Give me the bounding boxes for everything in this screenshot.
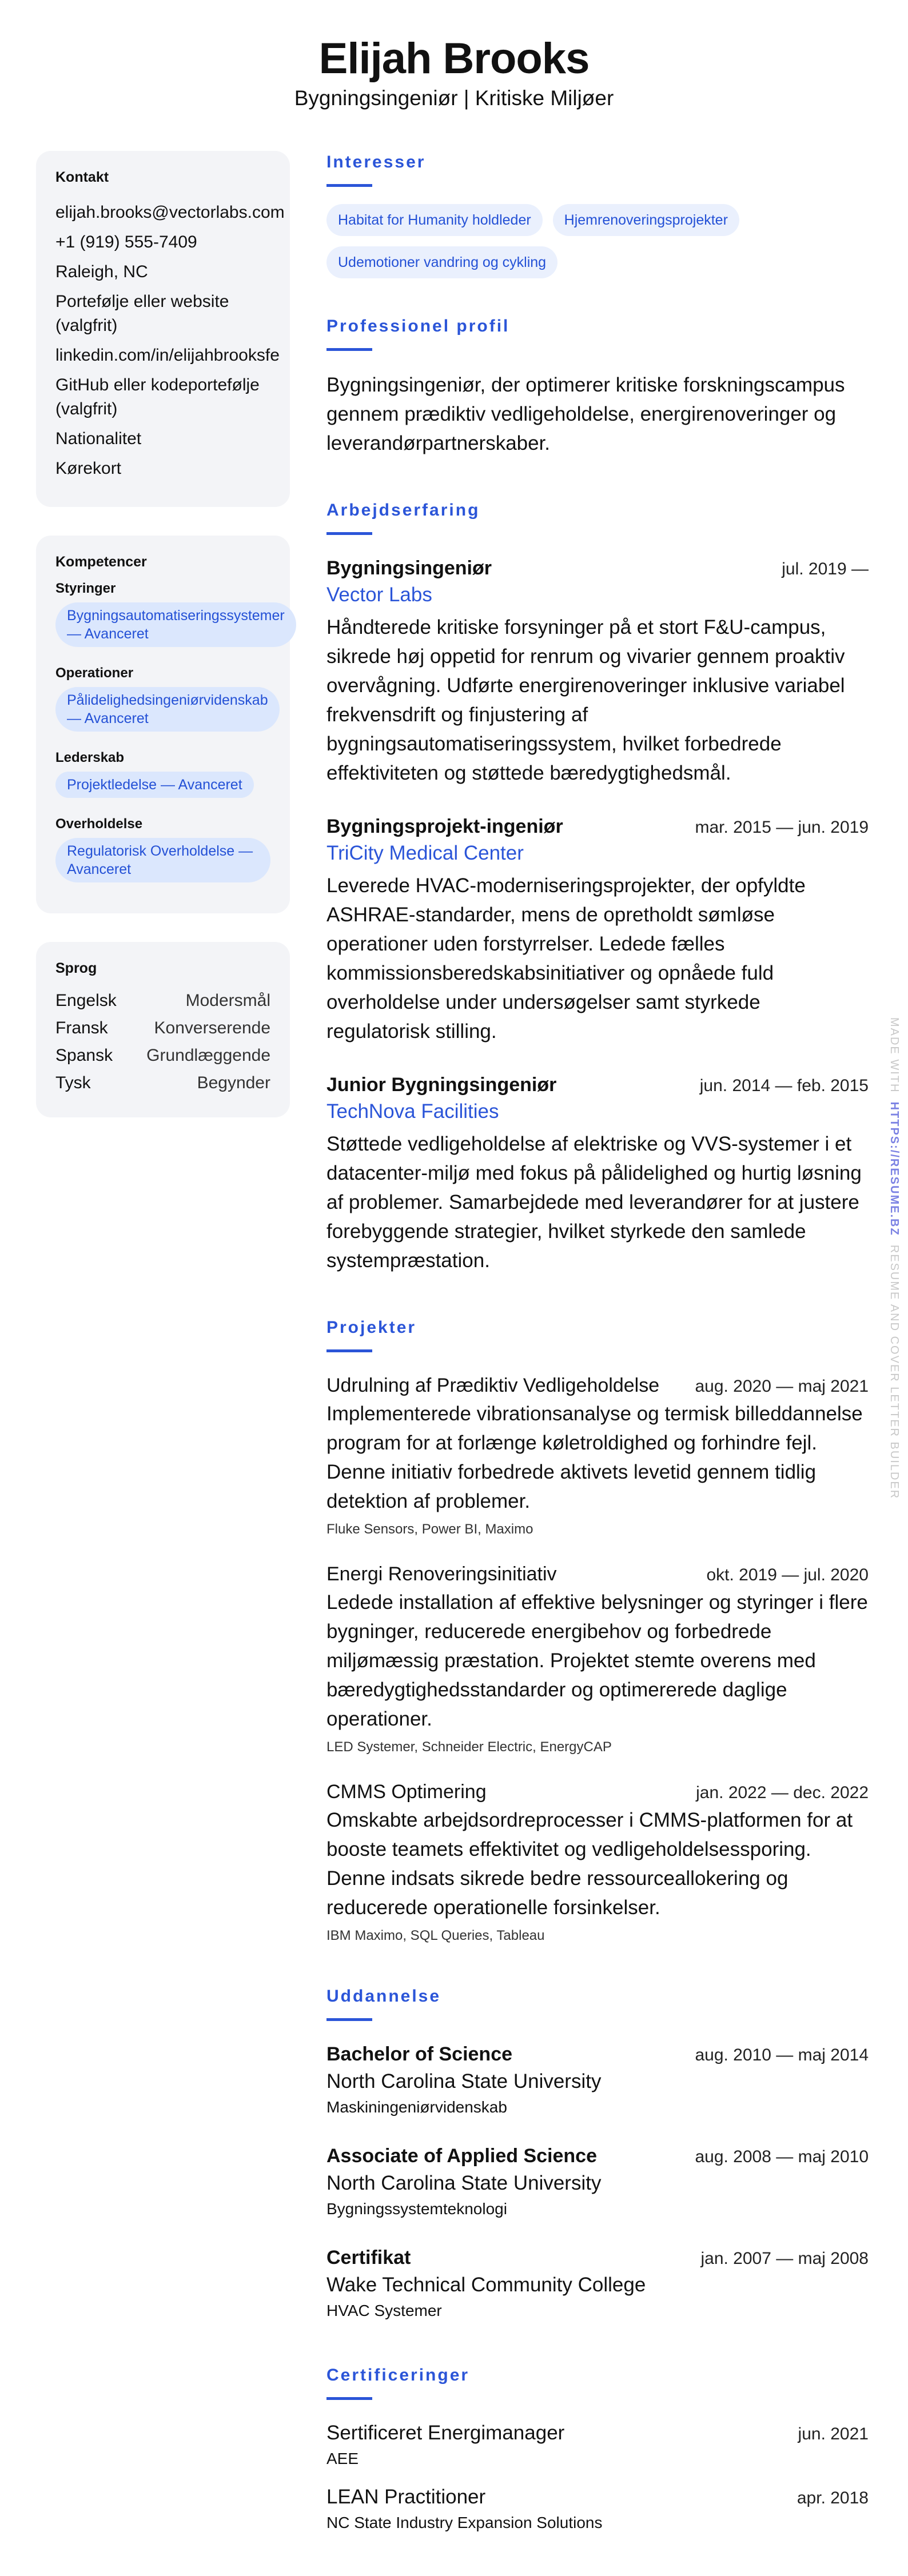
experience-entry xyxy=(326,554,869,788)
language-name: Spansk xyxy=(55,1046,113,1065)
company-name: TriCity Medical Center xyxy=(326,842,524,864)
experience-entry xyxy=(326,813,869,1046)
main-content xyxy=(326,151,869,2576)
project-tech: IBM Maximo, SQL Queries, Tableau xyxy=(326,1928,545,1943)
school-name: Wake Technical Community College xyxy=(326,2274,646,2296)
interest-chip: Habitat for Humanity holdleder xyxy=(326,204,543,236)
entry-title: Energi Renoveringsinitiativ xyxy=(326,1563,557,1585)
field-of-study: Bygningssystemteknologi xyxy=(326,2200,507,2218)
skills-card xyxy=(36,536,290,913)
project-description: Ledede installation af effektive belysninger og styringer i flere bygninger, reducerede energibehov og forbedrede miljømæssig præstation. Projektet stemte overens med bæredygtighedsstandarder og optimererede daglige operationer. xyxy=(326,1591,868,1730)
watermark-prefix: MADE WITH xyxy=(888,1017,901,1093)
language-level: Begynder xyxy=(197,1073,270,1092)
projects-section xyxy=(326,1316,869,1944)
section-heading: Certificeringer xyxy=(326,2366,470,2385)
language-name: Engelsk xyxy=(55,991,117,1010)
school-name: North Carolina State University xyxy=(326,2070,602,2092)
certification-issuer: NC State Industry Expansion Solutions xyxy=(326,2514,603,2531)
contact-item[interactable]: linkedin.com/in/elijahbrooksfe xyxy=(55,346,280,365)
entry-header xyxy=(326,1071,869,1099)
language-row xyxy=(55,1069,270,1097)
project-description: Omskabte arbejdsordreprocesser i CMMS-platformen for at booste teamets effektivitet og vedligeholdelsessporing. Denne indsats sikrede bedre ressourceallokering og reducerede operationelle forsinkelser. xyxy=(326,1809,853,1919)
skill-group-title: Lederskab xyxy=(55,750,125,765)
job-description: Håndterede kritiske forsyninger på et stort F&U-campus, sikrede høj oppetid for renrum og vivarier gennem proaktiv overvågning. Udførte energirenoveringer inklusive variabel frekvensdrift og finjustering af bygningsautomatiseringssystem, hvilket forbedrede effektiviteten og støttede bæredygtighedsmål. xyxy=(326,616,845,784)
experience-entry xyxy=(326,1071,869,1275)
entry-date: jun. 2021 xyxy=(798,2425,869,2443)
entry-date: aug. 2020 — maj 2021 xyxy=(695,1377,869,1396)
entry-header xyxy=(326,1778,869,1806)
profile-section xyxy=(326,315,869,458)
education-entry xyxy=(326,2142,869,2221)
job-description: Leverede HVAC-moderniseringsprojekter, der opfyldte ASHRAE-standarder, mens de opretholdt sømløse operationer uden forstyrrelser. Ledede fælles kommissionsberedskabsinitiativer og opnåede fuld overholdelse under undersøgelser samt styrkede regulatorisk stilling. xyxy=(326,874,806,1043)
project-entry xyxy=(326,1372,869,1537)
contact-item: Kørekort xyxy=(55,459,122,478)
section-underline xyxy=(326,2397,372,2400)
skill-group-title: Styringer xyxy=(55,581,116,596)
entry-title: Bachelor of Science xyxy=(326,2043,513,2065)
school-name: North Carolina State University xyxy=(326,2172,602,2194)
language-name: Tysk xyxy=(55,1073,91,1092)
section-underline xyxy=(326,1349,372,1352)
entry-header xyxy=(326,1372,869,1399)
profile-text: Bygningsingeniør, der optimerer kritiske forskningscampus gennem prædiktiv vedligeholdelse, energirenoveringer og leverandørpartnerskaber. xyxy=(326,374,845,454)
entry-title: CMMS Optimering xyxy=(326,1781,487,1803)
entry-header xyxy=(326,2244,869,2271)
contact-item: GitHub eller kodeportefølje (valgfrit) xyxy=(55,376,260,418)
contact-item: Raleigh, NC xyxy=(55,262,148,281)
section-underline xyxy=(326,348,372,351)
entry-header xyxy=(326,2142,869,2170)
section-underline xyxy=(326,184,372,187)
language-row xyxy=(55,1042,270,1069)
candidate-name: Elijah Brooks xyxy=(318,34,590,83)
section-heading: Arbejdserfaring xyxy=(326,501,480,520)
contact-title: Kontakt xyxy=(55,169,109,185)
entry-header xyxy=(326,1560,869,1588)
entry-title: Udrulning af Prædiktiv Vedligeholdelse xyxy=(326,1375,660,1396)
entry-date: aug. 2010 — maj 2014 xyxy=(695,2046,869,2064)
company-name: TechNova Facilities xyxy=(326,1100,499,1123)
section-underline xyxy=(326,532,372,535)
skill-chip: Pålidelighedsingeniørvidenskab — Avanceret xyxy=(55,687,280,732)
sidebar xyxy=(36,151,290,2576)
job-description: Støttede vedligeholdelse af elektriske og VVS-systemer i et datacenter-miljø med fokus på pålidelighed og hurtig løsning af problemer. Samarbejdede med leverandører for at justere forebyggende strategier, hvilket styrkede den samlede systempræstation. xyxy=(326,1133,862,1272)
skill-group-title: Operationer xyxy=(55,665,134,681)
watermark-suffix: RESUME AND COVER LETTER BUILDER xyxy=(888,1244,901,1500)
section-heading: Interesser xyxy=(326,153,426,171)
section-heading: Uddannelse xyxy=(326,1987,441,2006)
project-tech: LED Systemer, Schneider Electric, EnergyCAP xyxy=(326,1739,612,1755)
languages-title: Sprog xyxy=(55,960,97,976)
project-entry xyxy=(326,1560,869,1755)
language-level: Modersmål xyxy=(185,991,270,1010)
resume-header xyxy=(0,0,908,112)
candidate-title: Bygningsingeniør | Kritiske Miljøer xyxy=(294,86,614,110)
contact-item: +1 (919) 555-7409 xyxy=(55,233,197,251)
skill-chip: Bygningsautomatiseringssystemer — Avanceret xyxy=(55,602,296,647)
entry-date: mar. 2015 — jun. 2019 xyxy=(695,818,869,837)
entry-date: aug. 2008 — maj 2010 xyxy=(695,2147,869,2166)
watermark-link[interactable]: HTTPS://RESUME.BZ xyxy=(888,1101,901,1236)
languages-card xyxy=(36,942,290,1117)
entry-title: LEAN Practitioner xyxy=(326,2486,486,2508)
entry-title: Bygningsprojekt-ingeniør xyxy=(326,816,563,837)
field-of-study: Maskiningeniørvidenskab xyxy=(326,2098,507,2116)
entry-title: Junior Bygningsingeniør xyxy=(326,1074,557,1096)
language-row xyxy=(55,987,270,1015)
certification-issuer: AEE xyxy=(326,2450,359,2467)
entry-header xyxy=(326,554,869,582)
entry-date: jan. 2022 — dec. 2022 xyxy=(696,1783,869,1802)
language-level: Grundlæggende xyxy=(146,1046,270,1065)
entry-header xyxy=(326,2419,869,2447)
entry-date: jun. 2014 — feb. 2015 xyxy=(699,1076,869,1095)
entry-header xyxy=(326,813,869,840)
entry-header xyxy=(326,2040,869,2068)
education-entry xyxy=(326,2040,869,2119)
skill-chip: Projektledelse — Avanceret xyxy=(55,772,254,798)
certifications-section xyxy=(326,2364,869,2535)
entry-date: okt. 2019 — jul. 2020 xyxy=(706,1565,869,1584)
project-entry xyxy=(326,1778,869,1944)
entry-title: Sertificeret Energimanager xyxy=(326,2422,565,2444)
project-description: Implementerede vibrationsanalyse og termisk billeddannelse program for at forlænge køletroldighed og forhindre fejl. Denne initiativ forbedrede aktivets levetid gennem tidlig detektion af problemer. xyxy=(326,1403,863,1512)
certification-entry xyxy=(326,2419,869,2471)
entry-date: jul. 2019 — xyxy=(782,560,869,578)
field-of-study: HVAC Systemer xyxy=(326,2302,442,2319)
language-row xyxy=(55,1015,270,1042)
education-section xyxy=(326,1985,869,2323)
watermark xyxy=(887,1017,901,1499)
company-name: Vector Labs xyxy=(326,584,432,606)
skill-group-title: Overholdelse xyxy=(55,816,143,832)
entry-title: Certifikat xyxy=(326,2247,411,2269)
contact-card xyxy=(36,151,290,507)
entry-date: apr. 2018 xyxy=(797,2489,869,2507)
language-name: Fransk xyxy=(55,1019,108,1037)
section-heading: Projekter xyxy=(326,1318,417,1337)
entry-title: Bygningsingeniør xyxy=(326,557,492,579)
experience-section xyxy=(326,499,869,1275)
interest-chip: Hjemrenoveringsprojekter xyxy=(553,204,739,236)
interest-chip: Udemotioner vandring og cykling xyxy=(326,246,557,278)
section-heading: Professionel profil xyxy=(326,317,510,336)
entry-header xyxy=(326,2483,869,2511)
certification-entry xyxy=(326,2483,869,2535)
entry-title: Associate of Applied Science xyxy=(326,2145,597,2167)
skill-chip: Regulatorisk Overholdelse — Avanceret xyxy=(55,838,270,882)
entry-date: jan. 2007 — maj 2008 xyxy=(700,2249,869,2268)
contact-item[interactable]: elijah.brooks@vectorlabs.com xyxy=(55,203,285,222)
contact-item: Nationalitet xyxy=(55,429,142,448)
contact-item: Portefølje eller website (valgfrit) xyxy=(55,292,229,335)
education-entry xyxy=(326,2244,869,2323)
skills-title: Kompetencer xyxy=(55,554,147,570)
interests-section xyxy=(326,151,869,278)
project-tech: Fluke Sensors, Power BI, Maximo xyxy=(326,1521,533,1537)
language-level: Konverserende xyxy=(154,1019,270,1037)
section-underline xyxy=(326,2018,372,2021)
